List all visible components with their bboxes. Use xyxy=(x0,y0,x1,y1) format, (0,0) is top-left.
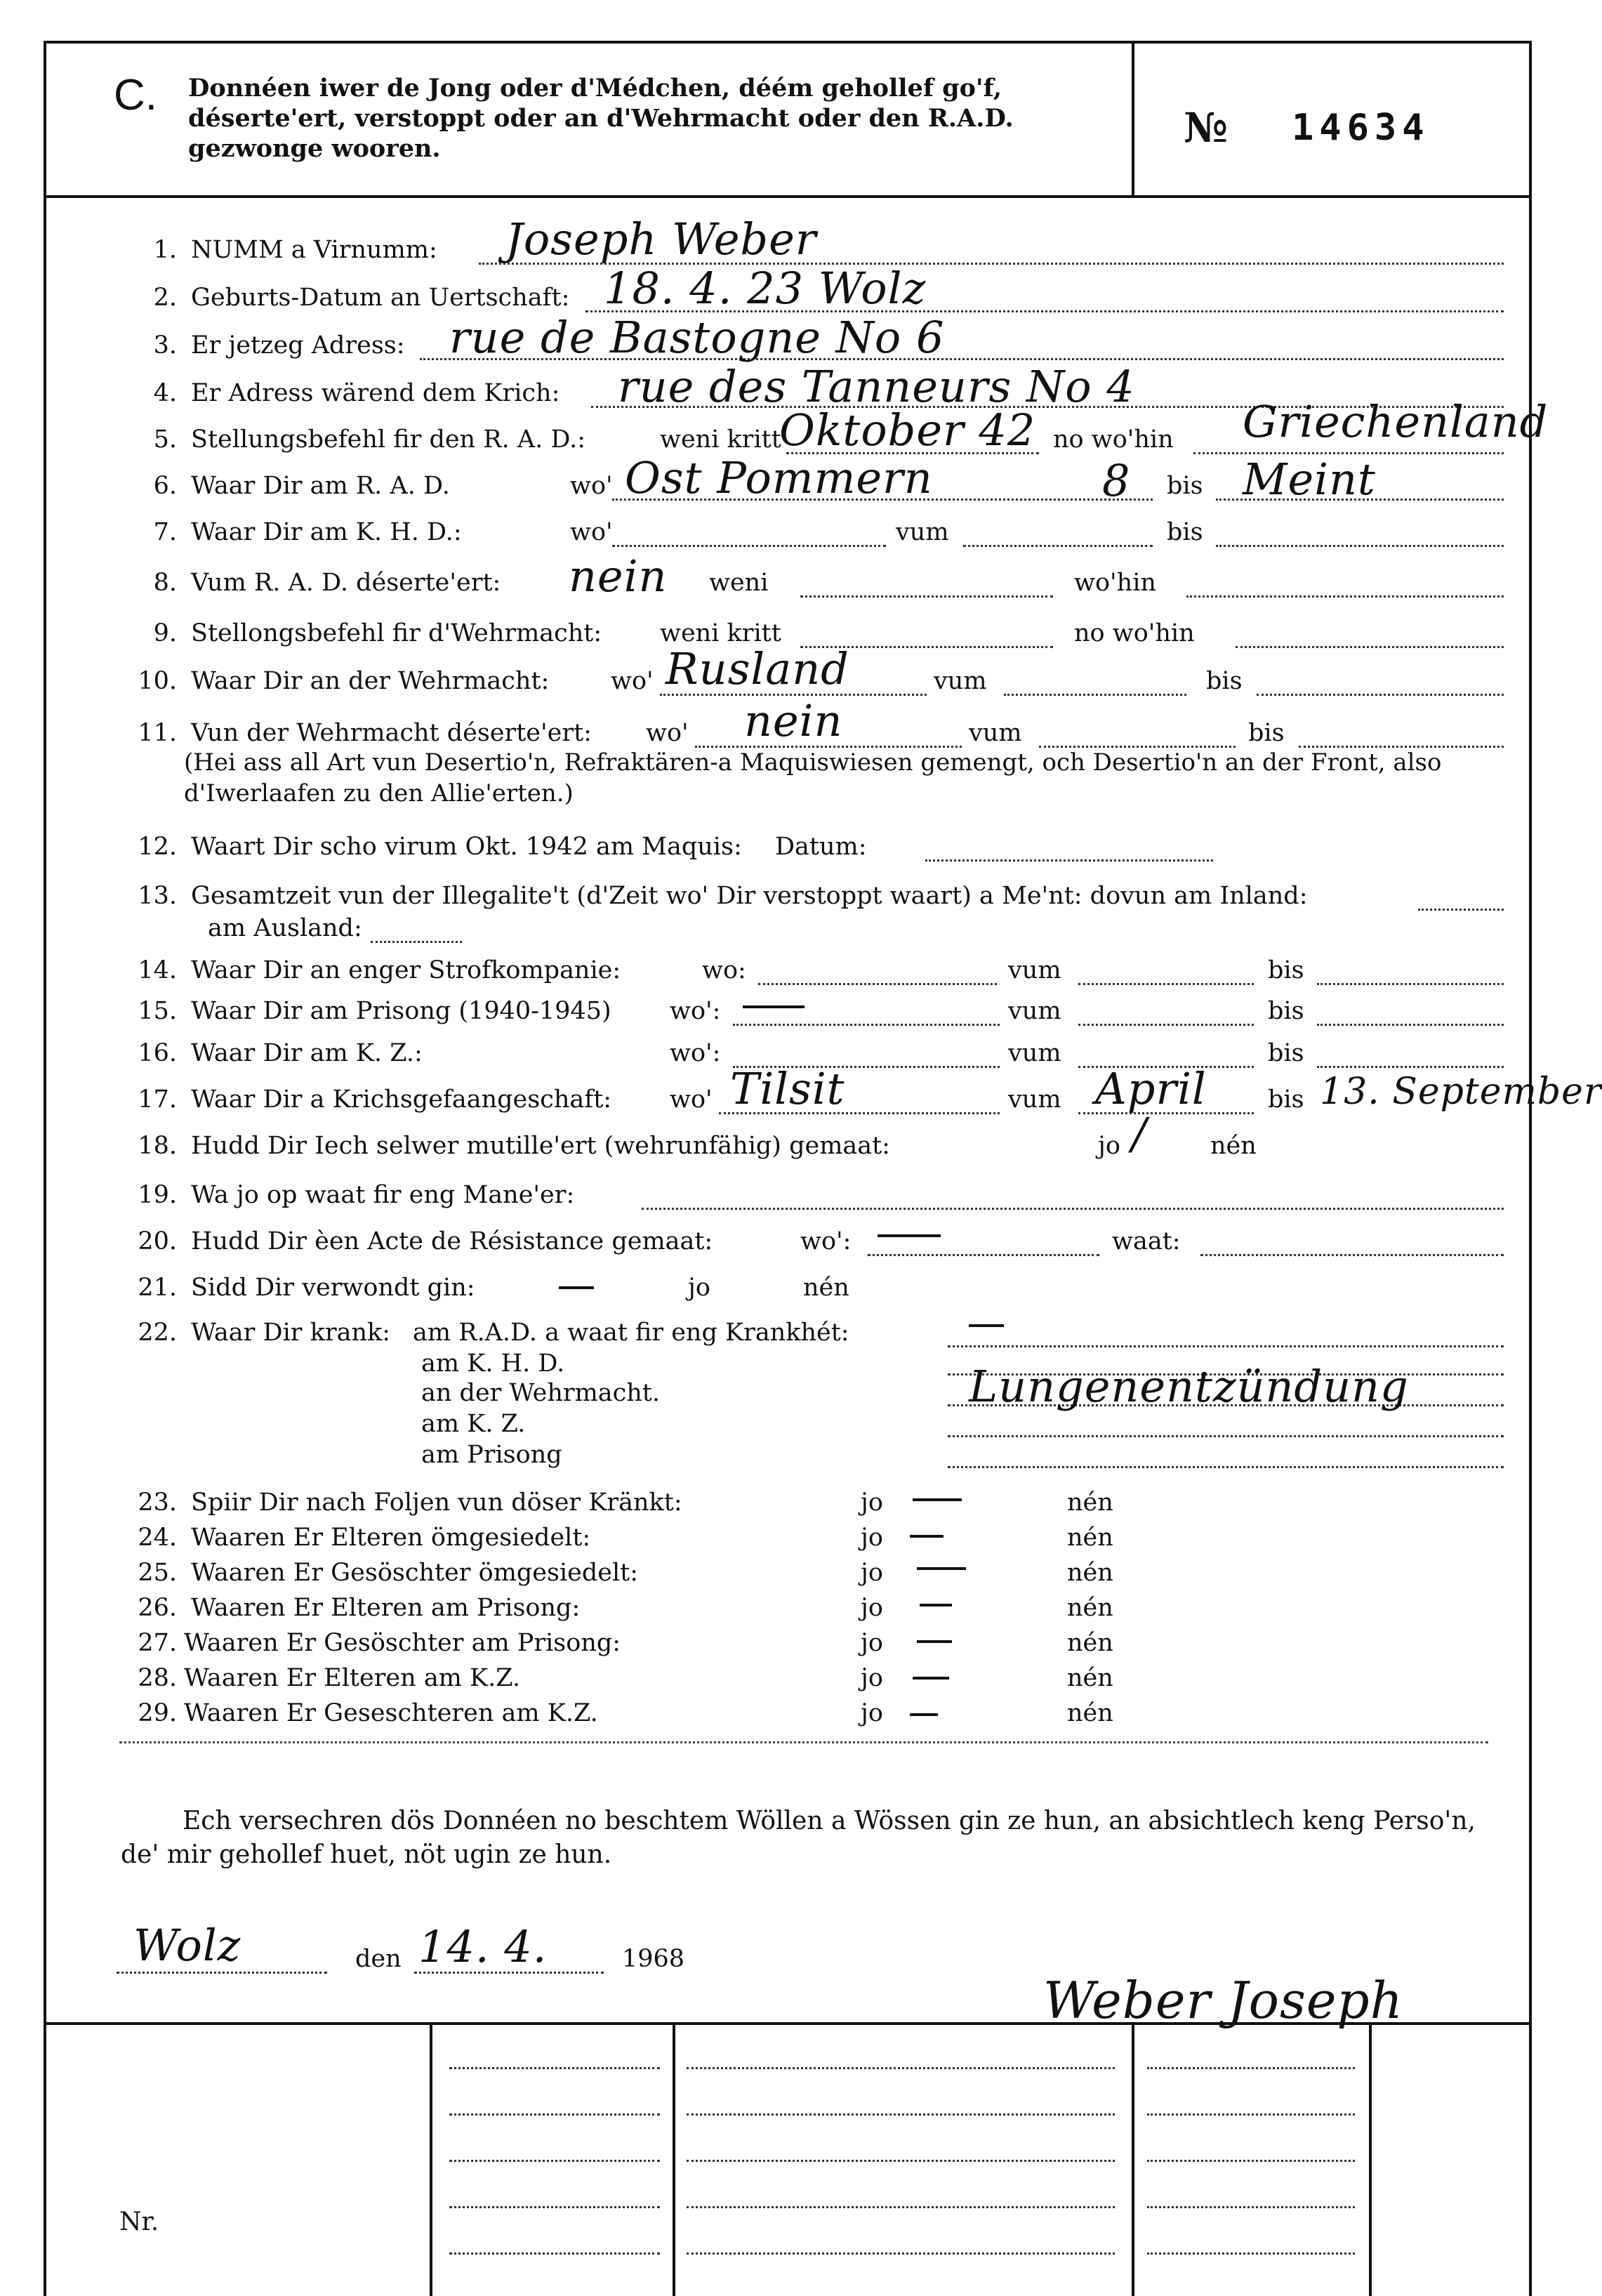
field-number: 15. xyxy=(138,997,177,1025)
yes-label[interactable]: jo xyxy=(1098,1132,1120,1160)
field-label: Spiir Dir nach Foljen vun döser Kränkt: xyxy=(191,1489,682,1517)
illness-sub-label: am K. Z. xyxy=(421,1410,526,1438)
where-value: Ost Pommern xyxy=(625,452,933,503)
declaration-text: Ech versechren dös Donnéen no beschtem Wöllen a Wössen gin ze hun, an absichtlech keng Perso'n, de' mir gehollef huet, nöt ugin ze hun. xyxy=(121,1807,1476,1869)
input-line[interactable] xyxy=(1317,983,1504,985)
input-line[interactable] xyxy=(449,2252,660,2255)
yes-label[interactable]: jo xyxy=(861,1559,883,1587)
input-line[interactable] xyxy=(1078,983,1254,985)
field-label: NUMM a Virnumm: xyxy=(191,236,437,264)
where-label: wo' xyxy=(646,719,689,747)
field-label: Waaren Er Elteren am K.Z. xyxy=(184,1664,521,1692)
to-label: bis xyxy=(1268,997,1304,1025)
to-label: bis xyxy=(1268,956,1304,984)
footer-rule xyxy=(44,2022,1532,2025)
field-number: 25. xyxy=(138,1559,177,1587)
field-number: 2. xyxy=(153,284,177,312)
yes-label[interactable]: jo xyxy=(861,1524,883,1552)
header-rule xyxy=(44,195,1532,198)
input-line[interactable] xyxy=(687,2067,1115,2069)
blank-dash xyxy=(878,1234,941,1237)
no-label[interactable]: nén xyxy=(1067,1594,1113,1622)
input-line[interactable] xyxy=(1418,909,1504,911)
from-label: vum xyxy=(896,518,949,546)
where-value: Griechenland xyxy=(1243,396,1549,447)
to-value: 13. September xyxy=(1320,1071,1602,1113)
from-label: vum xyxy=(1008,1039,1061,1067)
yes-label[interactable]: jo xyxy=(861,1489,883,1517)
footer-divider xyxy=(673,2022,675,2296)
to-value: Meint xyxy=(1243,454,1376,505)
where-label: wo' xyxy=(611,667,654,695)
name-value: Joseph Weber xyxy=(505,213,817,265)
input-line[interactable] xyxy=(800,595,1053,598)
field-number: 20. xyxy=(138,1227,177,1255)
input-line[interactable] xyxy=(1147,2067,1355,2069)
yes-label[interactable]: jo xyxy=(861,1699,883,1727)
no-label[interactable]: nén xyxy=(1067,1559,1113,1587)
input-line[interactable] xyxy=(1216,545,1504,547)
input-line[interactable] xyxy=(948,1435,1504,1437)
input-line[interactable] xyxy=(1317,1024,1504,1026)
field-number: 13. xyxy=(138,882,177,910)
input-line[interactable] xyxy=(1186,595,1504,598)
form-number: 14634 xyxy=(1292,107,1430,149)
input-line[interactable] xyxy=(868,1254,1099,1256)
input-line[interactable] xyxy=(687,2160,1115,2162)
year-value: 1968 xyxy=(622,1945,685,1973)
field-number: 9. xyxy=(153,619,177,647)
to-label: bis xyxy=(1268,1039,1304,1067)
field-label: Sidd Dir verwondt gin: xyxy=(191,1274,475,1302)
input-line[interactable] xyxy=(1147,2252,1355,2255)
from-label: vum xyxy=(1008,956,1061,984)
input-line[interactable] xyxy=(1236,646,1504,648)
input-line[interactable] xyxy=(925,859,1213,862)
field-label: Vum R. A. D. déserte'ert: xyxy=(191,569,501,597)
yes-label[interactable]: jo xyxy=(861,1594,883,1622)
field-number: 16. xyxy=(138,1039,177,1067)
when-label: weni xyxy=(709,569,769,597)
field-number: 22. xyxy=(138,1319,177,1347)
field-label: Waar Dir am K. H. D.: xyxy=(191,518,462,546)
no-label[interactable]: nén xyxy=(1067,1629,1113,1657)
where-label: wo': xyxy=(670,997,721,1025)
what-label: waat: xyxy=(1112,1227,1181,1255)
field-label: Waar Dir an enger Strofkompanie: xyxy=(191,956,621,984)
place-value: Wolz xyxy=(133,1920,241,1971)
input-line[interactable] xyxy=(1147,2113,1355,2116)
field-label: Waaren Er Elteren ömgesiedelt: xyxy=(191,1524,591,1552)
no-label[interactable]: nén xyxy=(1067,1664,1113,1692)
field-number: 23. xyxy=(138,1489,177,1517)
input-line[interactable] xyxy=(1147,2206,1355,2208)
field-number: 5. xyxy=(153,425,177,454)
field-label: Waar Dir am K. Z.: xyxy=(191,1039,423,1067)
input-line[interactable] xyxy=(948,1466,1504,1468)
yes-label[interactable]: jo xyxy=(861,1629,883,1657)
when-label: weni kritt xyxy=(660,619,781,647)
field-number: 27. xyxy=(138,1629,177,1657)
field-label: Stellongsbefehl fir d'Wehrmacht: xyxy=(191,619,602,647)
to-label: bis xyxy=(1167,472,1203,500)
illness-sub-label: am Prisong xyxy=(421,1441,562,1469)
footer-divider xyxy=(1132,2022,1134,2296)
input-line[interactable] xyxy=(371,941,462,943)
field-number: 11. xyxy=(138,719,177,747)
where-label: wo'hin xyxy=(1074,569,1156,597)
field-number: 17. xyxy=(138,1086,177,1114)
illness-sub-label: an der Wehrmacht. xyxy=(421,1379,661,1407)
field-label: Waaren Er Gesöschter am Prisong: xyxy=(184,1629,621,1657)
blank-dash xyxy=(910,1535,944,1538)
input-line[interactable] xyxy=(687,2206,1115,2208)
to-label: bis xyxy=(1167,518,1203,546)
illness-sub-label: am R.A.D. a waat fir eng Krankhét: xyxy=(413,1319,849,1347)
field-label: Geburts-Datum an Uertschaft: xyxy=(191,284,570,312)
when-value: Oktober 42 xyxy=(779,404,1036,456)
where-label: no wo'hin xyxy=(1053,425,1174,454)
input-line[interactable] xyxy=(687,2252,1115,2255)
field-number: 28. xyxy=(138,1664,177,1692)
form-title: Donnéen iwer de Jong oder d'Médchen, déém gehollef go'f, déserte'ert, verstoppt oder an d'Wehrmacht oder den R.A.D. gezwonge wooren. xyxy=(188,74,1014,163)
field-label: Gesamtzeit vun der Illegalite't (d'Zeit wo' Dir verstoppt waart) a Me'nt: dovun am Inland: xyxy=(191,882,1308,910)
input-line[interactable] xyxy=(449,2067,660,2069)
input-line[interactable] xyxy=(117,1972,327,1974)
blank-dash xyxy=(969,1324,1004,1327)
to-label: bis xyxy=(1206,667,1243,695)
field-label: Waar Dir krank: xyxy=(191,1319,390,1347)
where-label: no wo'hin xyxy=(1074,619,1195,647)
input-line[interactable] xyxy=(963,545,1153,547)
field-label: Waar Dir a Krichsgefaangeschaft: xyxy=(191,1086,612,1114)
field-number: 29. xyxy=(138,1699,177,1727)
address-value: rue de Bastogne No 6 xyxy=(449,312,945,363)
yes-label[interactable]: jo xyxy=(861,1664,883,1692)
date-value: 14. 4. xyxy=(418,1921,548,1972)
number-mark: № xyxy=(1184,104,1229,152)
date-label: Datum: xyxy=(775,833,867,861)
where-label: wo' xyxy=(570,518,613,546)
field-label: Er jetzeg Adress: xyxy=(191,331,405,359)
input-line[interactable] xyxy=(449,2206,660,2208)
field-number: 12. xyxy=(138,833,177,861)
blank-dash xyxy=(743,1005,805,1008)
input-line[interactable] xyxy=(1147,2160,1355,2162)
to-label: bis xyxy=(1248,719,1285,747)
blank-dash xyxy=(913,1498,962,1501)
when-label: weni kritt xyxy=(660,425,781,454)
date-label: den xyxy=(355,1945,402,1973)
field-label: Stellungsbefehl fir den R. A. D.: xyxy=(191,425,586,454)
where-label: wo' xyxy=(670,1086,713,1114)
field-label: Er Adress wärend dem Krich: xyxy=(191,379,560,407)
field-label: Hudd Dir èen Acte de Résistance gemaat: xyxy=(191,1227,713,1255)
input-line[interactable] xyxy=(758,983,997,985)
header-divider xyxy=(1132,41,1134,197)
field-number: 21. xyxy=(138,1274,177,1302)
input-line[interactable] xyxy=(1200,1254,1504,1256)
war-address-value: rue des Tanneurs No 4 xyxy=(618,361,1135,412)
birth-value: 18. 4. 23 Wolz xyxy=(604,263,927,314)
from-value: 8 xyxy=(1102,455,1131,506)
no-label[interactable]: nén xyxy=(1210,1132,1257,1160)
field-number: 14. xyxy=(138,956,177,984)
from-label: vum xyxy=(934,667,987,695)
field-label: Waar Dir am Prisong (1940-1945) xyxy=(191,997,611,1025)
field-number: 1. xyxy=(153,236,177,264)
no-label[interactable]: nén xyxy=(803,1274,849,1302)
abroad-label: am Ausland: xyxy=(208,914,362,942)
field-label: Waar Dir am R. A. D. xyxy=(191,472,450,500)
field-label: Waar Dir an der Wehrmacht: xyxy=(191,667,550,695)
field-number: 10. xyxy=(138,667,177,695)
input-line[interactable] xyxy=(1317,1066,1504,1068)
field-number: 18. xyxy=(138,1132,177,1160)
from-value: April xyxy=(1095,1063,1207,1114)
footer-divider xyxy=(1369,2022,1372,2296)
where-label: wo': xyxy=(800,1227,852,1255)
where-label: wo' xyxy=(570,472,613,500)
field-number: 6. xyxy=(153,472,177,500)
where-label: wo: xyxy=(702,956,746,984)
input-line[interactable] xyxy=(449,2113,660,2116)
input-line[interactable] xyxy=(1257,694,1504,696)
signature: Weber Joseph xyxy=(1043,1971,1403,2030)
illness-sub-label: am K. H. D. xyxy=(421,1350,565,1378)
input-line[interactable] xyxy=(642,1208,1504,1210)
field-number: 4. xyxy=(153,379,177,407)
no-label[interactable]: nén xyxy=(1067,1699,1113,1727)
input-line[interactable] xyxy=(733,1024,1000,1026)
to-label: bis xyxy=(1268,1086,1304,1114)
input-line[interactable] xyxy=(687,2113,1115,2116)
from-label: vum xyxy=(1008,997,1061,1025)
from-label: vum xyxy=(969,719,1022,747)
desert-value: nein xyxy=(569,550,668,602)
field-label: Hudd Dir Iech selwer mutille'ert (wehrunfähig) gemaat: xyxy=(191,1132,890,1160)
field-label: Waaren Er Geseschteren am K.Z. xyxy=(184,1699,598,1727)
check-mark-icon: / xyxy=(1132,1108,1147,1159)
blank-dash xyxy=(559,1286,594,1289)
nr-label: Nr. xyxy=(119,2208,159,2236)
blank-dash xyxy=(913,1677,949,1680)
field-number: 26. xyxy=(138,1594,177,1622)
input-line[interactable] xyxy=(449,2160,660,2162)
no-label[interactable]: nén xyxy=(1067,1489,1113,1517)
field-number: 19. xyxy=(138,1181,177,1209)
field-label: Wa jo op waat fir eng Mane'er: xyxy=(191,1181,575,1209)
input-line[interactable] xyxy=(1078,1024,1254,1026)
blank-dash xyxy=(910,1713,938,1716)
field-label: Waaren Er Elteren am Prisong: xyxy=(191,1594,581,1622)
input-line[interactable] xyxy=(1004,694,1186,696)
blank-dash xyxy=(920,1604,952,1606)
section-separator xyxy=(119,1741,1488,1743)
field-label: Waart Dir scho virum Okt. 1942 am Maquis: xyxy=(191,833,742,861)
where-label: wo': xyxy=(670,1039,721,1067)
where-value: Tilsit xyxy=(730,1063,845,1114)
field-number: 8. xyxy=(153,569,177,597)
yes-label[interactable]: jo xyxy=(688,1274,710,1302)
field-label: Waaren Er Gesöschter ömgesiedelt: xyxy=(191,1559,639,1587)
field-number: 24. xyxy=(138,1524,177,1552)
blank-dash xyxy=(917,1640,952,1643)
blank-dash xyxy=(917,1567,966,1570)
field-number: 7. xyxy=(153,518,177,546)
input-line[interactable] xyxy=(948,1345,1504,1347)
where-value: Rusland xyxy=(666,643,849,694)
input-line[interactable] xyxy=(612,545,886,547)
field-label: Vun der Wehrmacht déserte'ert: xyxy=(191,719,592,747)
field-11-note: (Hei ass all Art vun Desertio'n, Refraktären-a Maquiswiesen gemengt, och Desertio'n an der Front, also d'Iwerlaafen zu den Allie'erten.) xyxy=(184,748,1442,807)
footer-divider xyxy=(430,2022,432,2296)
from-label: vum xyxy=(1008,1086,1061,1114)
field-number: 3. xyxy=(153,331,177,359)
illness-value: Lungenentzündung xyxy=(969,1361,1409,1412)
section-letter: C. xyxy=(114,71,157,119)
where-value: nein xyxy=(744,695,843,746)
no-label[interactable]: nén xyxy=(1067,1524,1113,1552)
